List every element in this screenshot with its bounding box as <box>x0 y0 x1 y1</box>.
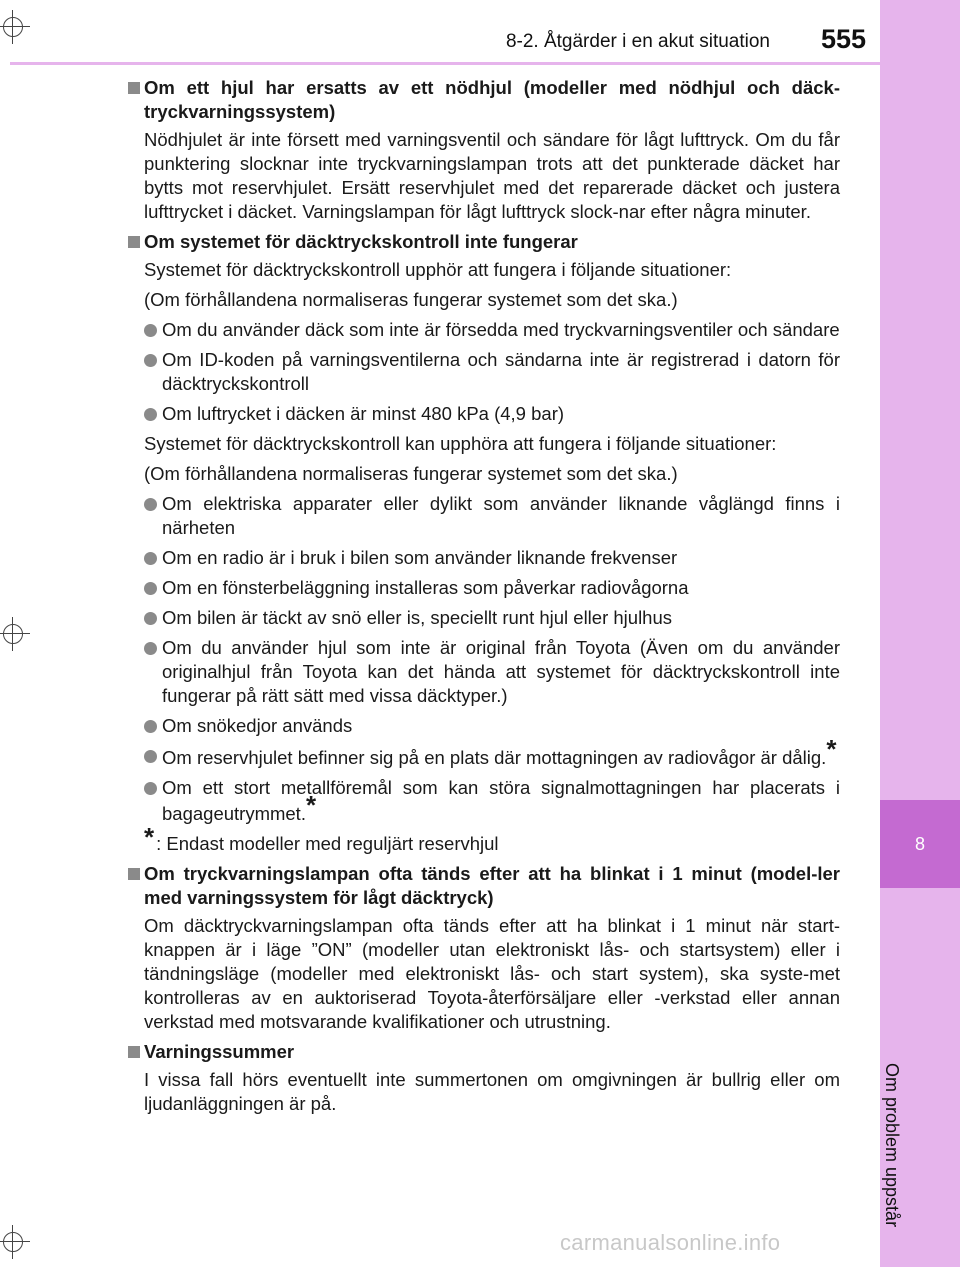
list-item: Om en radio är i bruk i bilen som använder liknande frekvenser <box>128 546 840 570</box>
square-bullet-icon <box>128 82 140 94</box>
paragraph: Nödhjulet är inte försett med varningsventil och sändare för lågt lufttryck. Om du får punktering slocknar inte tryckvarningslampan trots att det punkterade däcket har bytts mot reservhjulet. Ersätt reservhjulet med det reparerade däcket och justera lufttrycket i däcket. Varningslampan för lågt lufttryck slock-nar efter några minuter. <box>144 129 840 222</box>
registration-mark-mid-left <box>0 617 30 651</box>
round-bullet-icon <box>144 552 157 565</box>
round-bullet-icon <box>144 498 157 511</box>
square-bullet-icon <box>128 868 140 880</box>
round-bullet-icon <box>144 720 157 733</box>
list-item: Om du använder däck som inte är försedda med tryckvarningsventiler och sändare <box>128 318 840 342</box>
section-heading <box>128 230 840 254</box>
section-heading <box>128 862 840 910</box>
page-content <box>128 76 840 1122</box>
section-warning-lamp <box>128 862 840 1034</box>
heading-text: Om ett hjul har ersatts av ett nödhjul (modeller med nödhjul och däck-tryckvarningssystem) <box>144 77 840 122</box>
round-bullet-icon <box>144 582 157 595</box>
chapter-label: Om problem uppstår <box>882 1063 902 1228</box>
paragraph: (Om förhållandena normaliseras fungerar systemet som det ska.) <box>144 289 678 310</box>
list-item: Om reservhjulet befinner sig på en plats där mottagningen av radiovågor är dålig.* <box>128 744 840 770</box>
chapter-side-tab <box>880 0 960 1267</box>
round-bullet-icon <box>144 324 157 337</box>
section-title: 8-2. Åtgärder i en akut situation <box>505 31 770 52</box>
round-bullet-icon <box>144 782 157 795</box>
list-item: Om elektriska apparater eller dylikt som använder liknande våglängd finns i närheten <box>128 492 840 540</box>
footnote-star: * <box>826 734 837 764</box>
round-bullet-icon <box>144 750 157 763</box>
round-bullet-icon <box>144 408 157 421</box>
list-item: Om snökedjor används <box>128 714 840 738</box>
paragraph: Systemet för däcktryckskontroll upphör att fungera i följande situationer: <box>144 259 732 280</box>
round-bullet-icon <box>144 354 157 367</box>
list-item: Om en fönsterbeläggning installeras som påverkar radiovågorna <box>128 576 840 600</box>
list-item: Om du använder hjul som inte är original från Toyota (Även om du använder originalhjul från Toyota kan det hända att systemet för däcktryckskontroll inte fungerar på rätt sätt med vissa däcktyper.) <box>128 636 840 708</box>
list-item: Om ett stort metallföremål som kan störa signalmottagningen har placerats i bagageutrymmet.* <box>128 776 840 826</box>
heading-text: Om tryckvarningslampan ofta tänds efter att ha blinkat i 1 minut (model-ler med varningssystem för lågt däcktryck) <box>144 863 840 908</box>
section-buzzer <box>128 1040 840 1116</box>
page-number: 555 <box>820 24 866 54</box>
square-bullet-icon <box>128 236 140 248</box>
list-item: Om bilen är täckt av snö eller is, speciellt runt hjul eller hjulhus <box>128 606 840 630</box>
footnote-text: : Endast modeller med reguljärt reservhjul <box>156 833 499 854</box>
footnote-star: * <box>144 822 155 852</box>
section-system-not-working <box>128 230 840 856</box>
registration-mark-bottom-left <box>0 1225 30 1259</box>
chapter-number: 8 <box>914 834 925 854</box>
list-item: Om ID-koden på varningsventilerna och sändarna inte är registrerad i datorn för däcktryckskontroll <box>128 348 840 396</box>
list-item: Om luftrycket i däcken är minst 480 kPa (4,9 bar) <box>128 402 840 426</box>
section-spare-wheel <box>128 76 840 224</box>
paragraph: Systemet för däcktryckskontroll kan upphöra att fungera i följande situationer: <box>144 433 777 454</box>
paragraph: I vissa fall hörs eventuellt inte summertonen om omgivningen är bullrig eller om ljudanläggningen är på. <box>144 1069 840 1114</box>
square-bullet-icon <box>128 1046 140 1058</box>
paragraph: (Om förhållandena normaliseras fungerar systemet som det ska.) <box>144 463 678 484</box>
paragraph: Om däcktryckvarningslampan ofta tänds efter att ha blinkat i 1 minut när start-knappen är i läge ”ON” (modeller utan elektroniskt lås- och startsystem) eller i tändningsläge (modeller med elektroniskt lås- och start system), ska syste-met kontrolleras av en auktoriserad Toyota-återförsäljare eller -verkstad eller annan verkstad med motsvarande kvalifikationer och utrustning. <box>144 915 840 1032</box>
header-rule <box>10 62 880 65</box>
heading-text: Om systemet för däcktryckskontroll inte fungerar <box>144 231 578 252</box>
footnote <box>128 822 840 856</box>
page-header <box>0 0 880 62</box>
round-bullet-icon <box>144 642 157 655</box>
section-heading <box>128 76 840 124</box>
section-heading <box>128 1040 840 1064</box>
footnote-star: * <box>305 790 317 820</box>
watermark: carmanualsonline.info <box>560 1230 781 1255</box>
round-bullet-icon <box>144 612 157 625</box>
heading-text: Varningssummer <box>144 1041 295 1062</box>
